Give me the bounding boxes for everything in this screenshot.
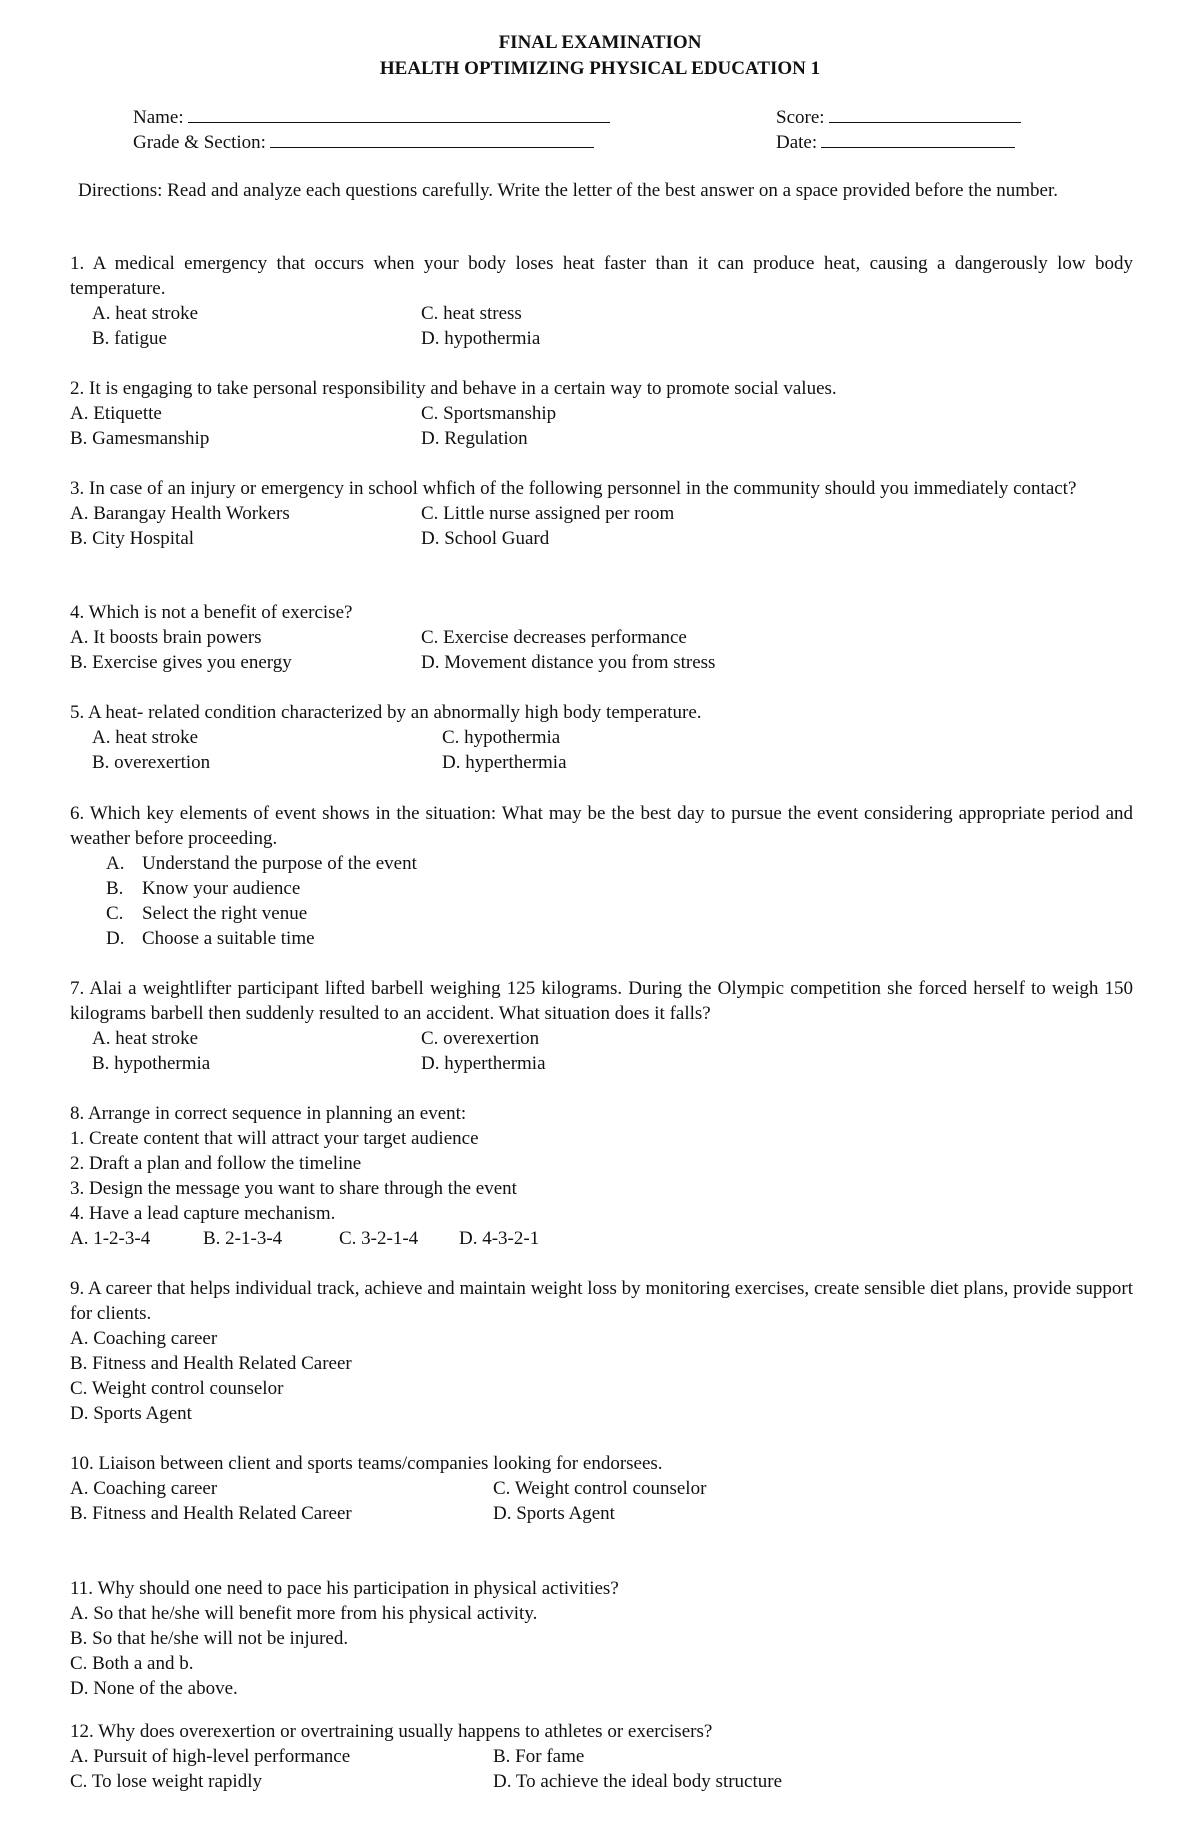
option-c[interactable]: C. Weight control counselor — [70, 1378, 284, 1399]
option-a[interactable]: A. Etiquette — [70, 403, 162, 424]
grade-section-label: Grade & Section: — [133, 132, 266, 153]
exam-subtitle: HEALTH OPTIMIZING PHYSICAL EDUCATION 1 — [379, 58, 821, 79]
question-stem: 6. Which key elements of event shows in the situation: What may be the best day to pursue the event considering appropriate period and weather before proceeding. — [70, 803, 1133, 849]
option-c[interactable]: C. 3-2-1-4 — [339, 1228, 419, 1249]
option-d[interactable]: D. Movement distance you from stress — [421, 652, 716, 673]
sequence-step: 2. Draft a plan and follow the timeline — [70, 1153, 362, 1174]
option-d[interactable]: D. Sports Agent — [493, 1503, 615, 1524]
option-d[interactable]: D. Choose a suitable time — [106, 928, 315, 949]
option-list — [70, 851, 1133, 951]
directions: Directions: Read and analyze each questions carefully. Write the letter of the best answer on a space provided before the number. — [78, 180, 1058, 201]
option-d[interactable]: D. Regulation — [421, 428, 528, 449]
question-4 — [70, 600, 1133, 675]
option-c[interactable]: C. Weight control counselor — [493, 1478, 707, 1499]
option-b[interactable]: B. So that he/she will not be injured. — [70, 1628, 349, 1649]
question-stem: 10. Liaison between client and sports teams/companies looking for endorsees. — [70, 1453, 663, 1474]
date-blank[interactable] — [821, 129, 1015, 148]
score-blank[interactable] — [829, 104, 1021, 123]
question-stem: 9. A career that helps individual track, achieve and maintain weight loss by monitoring exercises, create sensible diet plans, provide support for clients. — [70, 1278, 1133, 1324]
question-stem: 12. Why does overexertion or overtraining usually happens to athletes or exercisers? — [70, 1721, 713, 1742]
question-3 — [70, 476, 1133, 551]
option-b[interactable]: B. hypothermia — [92, 1053, 211, 1074]
option-b[interactable]: B. Fitness and Health Related Career — [70, 1503, 352, 1524]
option-d[interactable]: D. hypothermia — [421, 328, 541, 349]
question-1 — [70, 251, 1133, 351]
option-c[interactable]: C. Exercise decreases performance — [421, 627, 687, 648]
name-label: Name: — [133, 107, 184, 128]
option-a[interactable]: A. So that he/she will benefit more from his physical activity. — [70, 1603, 538, 1624]
question-stem: 1. A medical emergency that occurs when your body loses heat faster than it can produce heat, causing a dangerously low body temperature. — [70, 253, 1133, 299]
option-a[interactable]: A. heat stroke — [92, 1028, 199, 1049]
option-a[interactable]: A. 1-2-3-4 — [70, 1228, 151, 1249]
option-d[interactable]: D. hyperthermia — [421, 1053, 546, 1074]
option-a[interactable]: A. Understand the purpose of the event — [106, 853, 417, 874]
question-stem: 2. It is engaging to take personal responsibility and behave in a certain way to promote social values. — [70, 378, 837, 399]
option-c[interactable]: C. heat stress — [421, 303, 522, 324]
question-stem: 3. In case of an injury or emergency in school whfich of the following personnel in the community should you immediately contact? — [70, 478, 1077, 499]
question-8 — [70, 1101, 1133, 1251]
score-label: Score: — [776, 107, 825, 128]
question-stem: 7. Alai a weightlifter participant lifted barbell weighing 125 kilograms. During the Olympic competition she forced herself to weigh 150 kilograms barbell then suddenly resulted to an accident. What situation does it falls? — [70, 978, 1133, 1024]
question-11 — [70, 1576, 1133, 1701]
option-c[interactable]: C. Select the right venue — [106, 903, 308, 924]
question-7 — [70, 976, 1133, 1076]
sequence-step: 1. Create content that will attract your target audience — [70, 1128, 479, 1149]
option-c[interactable]: C. hypothermia — [442, 727, 561, 748]
option-d[interactable]: D. Sports Agent — [70, 1403, 192, 1424]
option-d[interactable]: D. hyperthermia — [442, 752, 567, 773]
option-b[interactable]: B. For fame — [493, 1746, 585, 1767]
option-b[interactable]: B. fatigue — [92, 328, 167, 349]
question-6 — [70, 801, 1133, 951]
option-d[interactable]: D. School Guard — [421, 528, 550, 549]
name-blank[interactable] — [188, 104, 610, 123]
question-stem: 5. A heat- related condition characterized by an abnormally high body temperature. — [70, 702, 702, 723]
option-c[interactable]: C. Both a and b. — [70, 1653, 194, 1674]
date-field[interactable] — [776, 129, 1015, 155]
option-d[interactable]: D. 4-3-2-1 — [459, 1228, 540, 1249]
option-b[interactable]: B. Know your audience — [106, 878, 301, 899]
question-stem: 11. Why should one need to pace his participation in physical activities? — [70, 1578, 619, 1599]
option-a[interactable]: A. heat stroke — [92, 303, 199, 324]
question-stem: 8. Arrange in correct sequence in planning an event: — [70, 1103, 467, 1124]
option-a[interactable]: A. It boosts brain powers — [70, 627, 262, 648]
grade-section-field[interactable] — [133, 129, 594, 155]
sequence-step: 3. Design the message you want to share through the event — [70, 1178, 517, 1199]
option-a[interactable]: A. Barangay Health Workers — [70, 503, 290, 524]
option-c[interactable]: C. To lose weight rapidly — [70, 1771, 262, 1792]
option-a[interactable]: A. Coaching career — [70, 1478, 218, 1499]
score-field[interactable] — [776, 104, 1021, 130]
exam-title: FINAL EXAMINATION — [498, 32, 702, 53]
option-b[interactable]: B. 2-1-3-4 — [203, 1228, 283, 1249]
question-10 — [70, 1451, 1133, 1526]
option-a[interactable]: A. Coaching career — [70, 1328, 218, 1349]
option-a[interactable]: A. Pursuit of high-level performance — [70, 1746, 351, 1767]
question-2 — [70, 376, 1133, 451]
name-field[interactable] — [133, 104, 610, 130]
option-b[interactable]: B. overexertion — [92, 752, 211, 773]
sequence-step: 4. Have a lead capture mechanism. — [70, 1203, 336, 1224]
option-d[interactable]: D. None of the above. — [70, 1678, 238, 1699]
question-9 — [70, 1276, 1133, 1426]
question-stem: 4. Which is not a benefit of exercise? — [70, 602, 353, 623]
question-12 — [70, 1719, 1133, 1794]
option-b[interactable]: B. Exercise gives you energy — [70, 652, 292, 673]
option-b[interactable]: B. Fitness and Health Related Career — [70, 1353, 352, 1374]
option-b[interactable]: B. City Hospital — [70, 528, 195, 549]
question-5 — [70, 700, 1133, 775]
option-a[interactable]: A. heat stroke — [92, 727, 199, 748]
option-c[interactable]: C. overexertion — [421, 1028, 540, 1049]
date-label: Date: — [776, 132, 818, 153]
grade-section-blank[interactable] — [270, 129, 594, 148]
option-b[interactable]: B. Gamesmanship — [70, 428, 210, 449]
option-d[interactable]: D. To achieve the ideal body structure — [493, 1771, 783, 1792]
option-c[interactable]: C. Little nurse assigned per room — [421, 503, 675, 524]
option-c[interactable]: C. Sportsmanship — [421, 403, 557, 424]
